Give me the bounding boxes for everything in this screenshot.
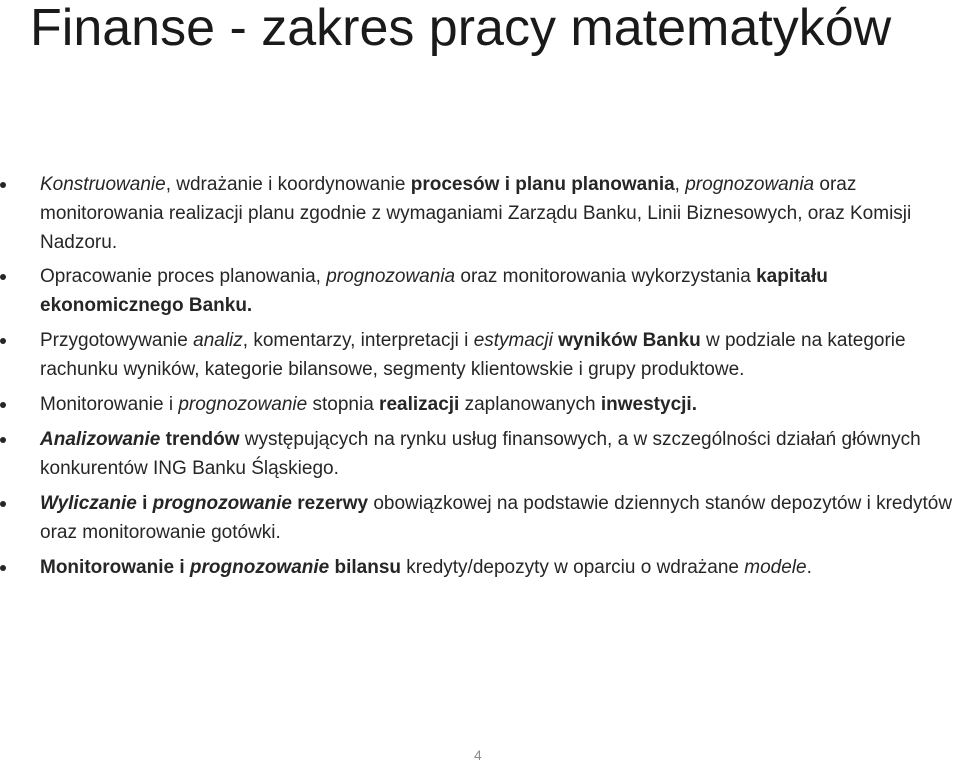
text-segment: prognozowanie xyxy=(152,493,292,514)
bullet-item xyxy=(0,489,960,547)
bullet-item xyxy=(0,425,960,483)
text-segment: i xyxy=(136,493,153,514)
text-segment: analiz xyxy=(193,330,243,351)
text-segment: Opracowanie proces planowania, xyxy=(40,266,327,287)
bullet-text xyxy=(40,394,697,415)
text-segment: kapitału ekonomicznego Banku. xyxy=(40,266,834,316)
slide-title: Finanse - zakres pracy matematyków xyxy=(30,0,892,57)
text-segment: w podziale na kategorie rachunku wyników, kategorie bilansowe, segmenty klientowskie i grupy produktowe. xyxy=(40,330,911,380)
bullet-item xyxy=(0,326,960,384)
text-segment: modele xyxy=(744,557,807,578)
bullet-item xyxy=(0,553,960,582)
bullet-item xyxy=(0,170,960,257)
text-segment: zaplanowanych xyxy=(459,394,601,415)
text-segment: rezerwy xyxy=(297,493,369,514)
bullet-text xyxy=(40,330,911,380)
text-segment: realizacji xyxy=(379,394,460,415)
text-segment: wyników Banku xyxy=(558,330,701,351)
text-segment: obowiązkowej na podstawie dziennych stanów depozytów i kredytów oraz monitorowanie gotówki. xyxy=(40,493,958,543)
text-segment: Przygotowywanie xyxy=(40,330,194,351)
text-segment: Konstruowanie xyxy=(40,174,166,195)
bullet-dot-icon xyxy=(0,565,6,571)
text-segment: procesów i planu planowania xyxy=(410,174,675,195)
text-segment: Monitorowanie i xyxy=(40,557,190,578)
bullet-list xyxy=(0,170,960,586)
bullet-item xyxy=(0,262,960,320)
bullet-dot-icon xyxy=(0,274,6,280)
text-segment: , wdrażanie i koordynowanie xyxy=(165,174,411,195)
text-segment: Monitorowanie i xyxy=(40,394,179,415)
bullet-dot-icon xyxy=(0,338,6,344)
text-segment: . xyxy=(806,557,812,578)
text-segment: kredyty/depozyty w oparciu o wdrażane xyxy=(401,557,745,578)
text-segment: inwestycji. xyxy=(600,394,697,415)
page-number: 4 xyxy=(474,747,482,763)
text-segment: bilansu xyxy=(334,557,402,578)
bullet-text xyxy=(40,493,957,543)
bullet-dot-icon xyxy=(0,402,6,408)
text-segment: oraz monitorowania wykorzystania xyxy=(455,266,757,287)
text-segment: estymacji xyxy=(473,330,553,351)
text-segment: prognozowania xyxy=(685,174,815,195)
text-segment: prognozowania xyxy=(326,266,456,287)
bullet-dot-icon xyxy=(0,182,6,188)
bullet-text xyxy=(40,174,917,253)
text-segment: prognozowanie xyxy=(189,557,330,578)
text-segment: Analizowanie xyxy=(40,429,161,450)
bullet-text xyxy=(40,557,812,578)
bullet-dot-icon xyxy=(0,437,6,443)
text-segment: prognozowanie xyxy=(178,394,308,415)
bullet-item xyxy=(0,390,960,419)
text-segment: trendów xyxy=(165,429,240,450)
bullet-text xyxy=(40,429,926,479)
text-segment: występujących na rynku usług finansowych, a w szczególności działań głównych konkurentów ING Banku Śląskiego. xyxy=(40,429,926,479)
bullet-text xyxy=(40,266,833,316)
text-segment: , xyxy=(674,174,686,195)
text-segment: Wyliczanie xyxy=(40,493,137,514)
bullet-dot-icon xyxy=(0,501,6,507)
text-segment: oraz monitorowania realizacji planu zgodnie z wymaganiami Zarządu Banku, Linii Biznesowych, oraz Komisji Nadzoru. xyxy=(40,174,917,253)
text-segment: , komentarzy, interpretacji i xyxy=(242,330,474,351)
text-segment: stopnia xyxy=(307,394,380,415)
